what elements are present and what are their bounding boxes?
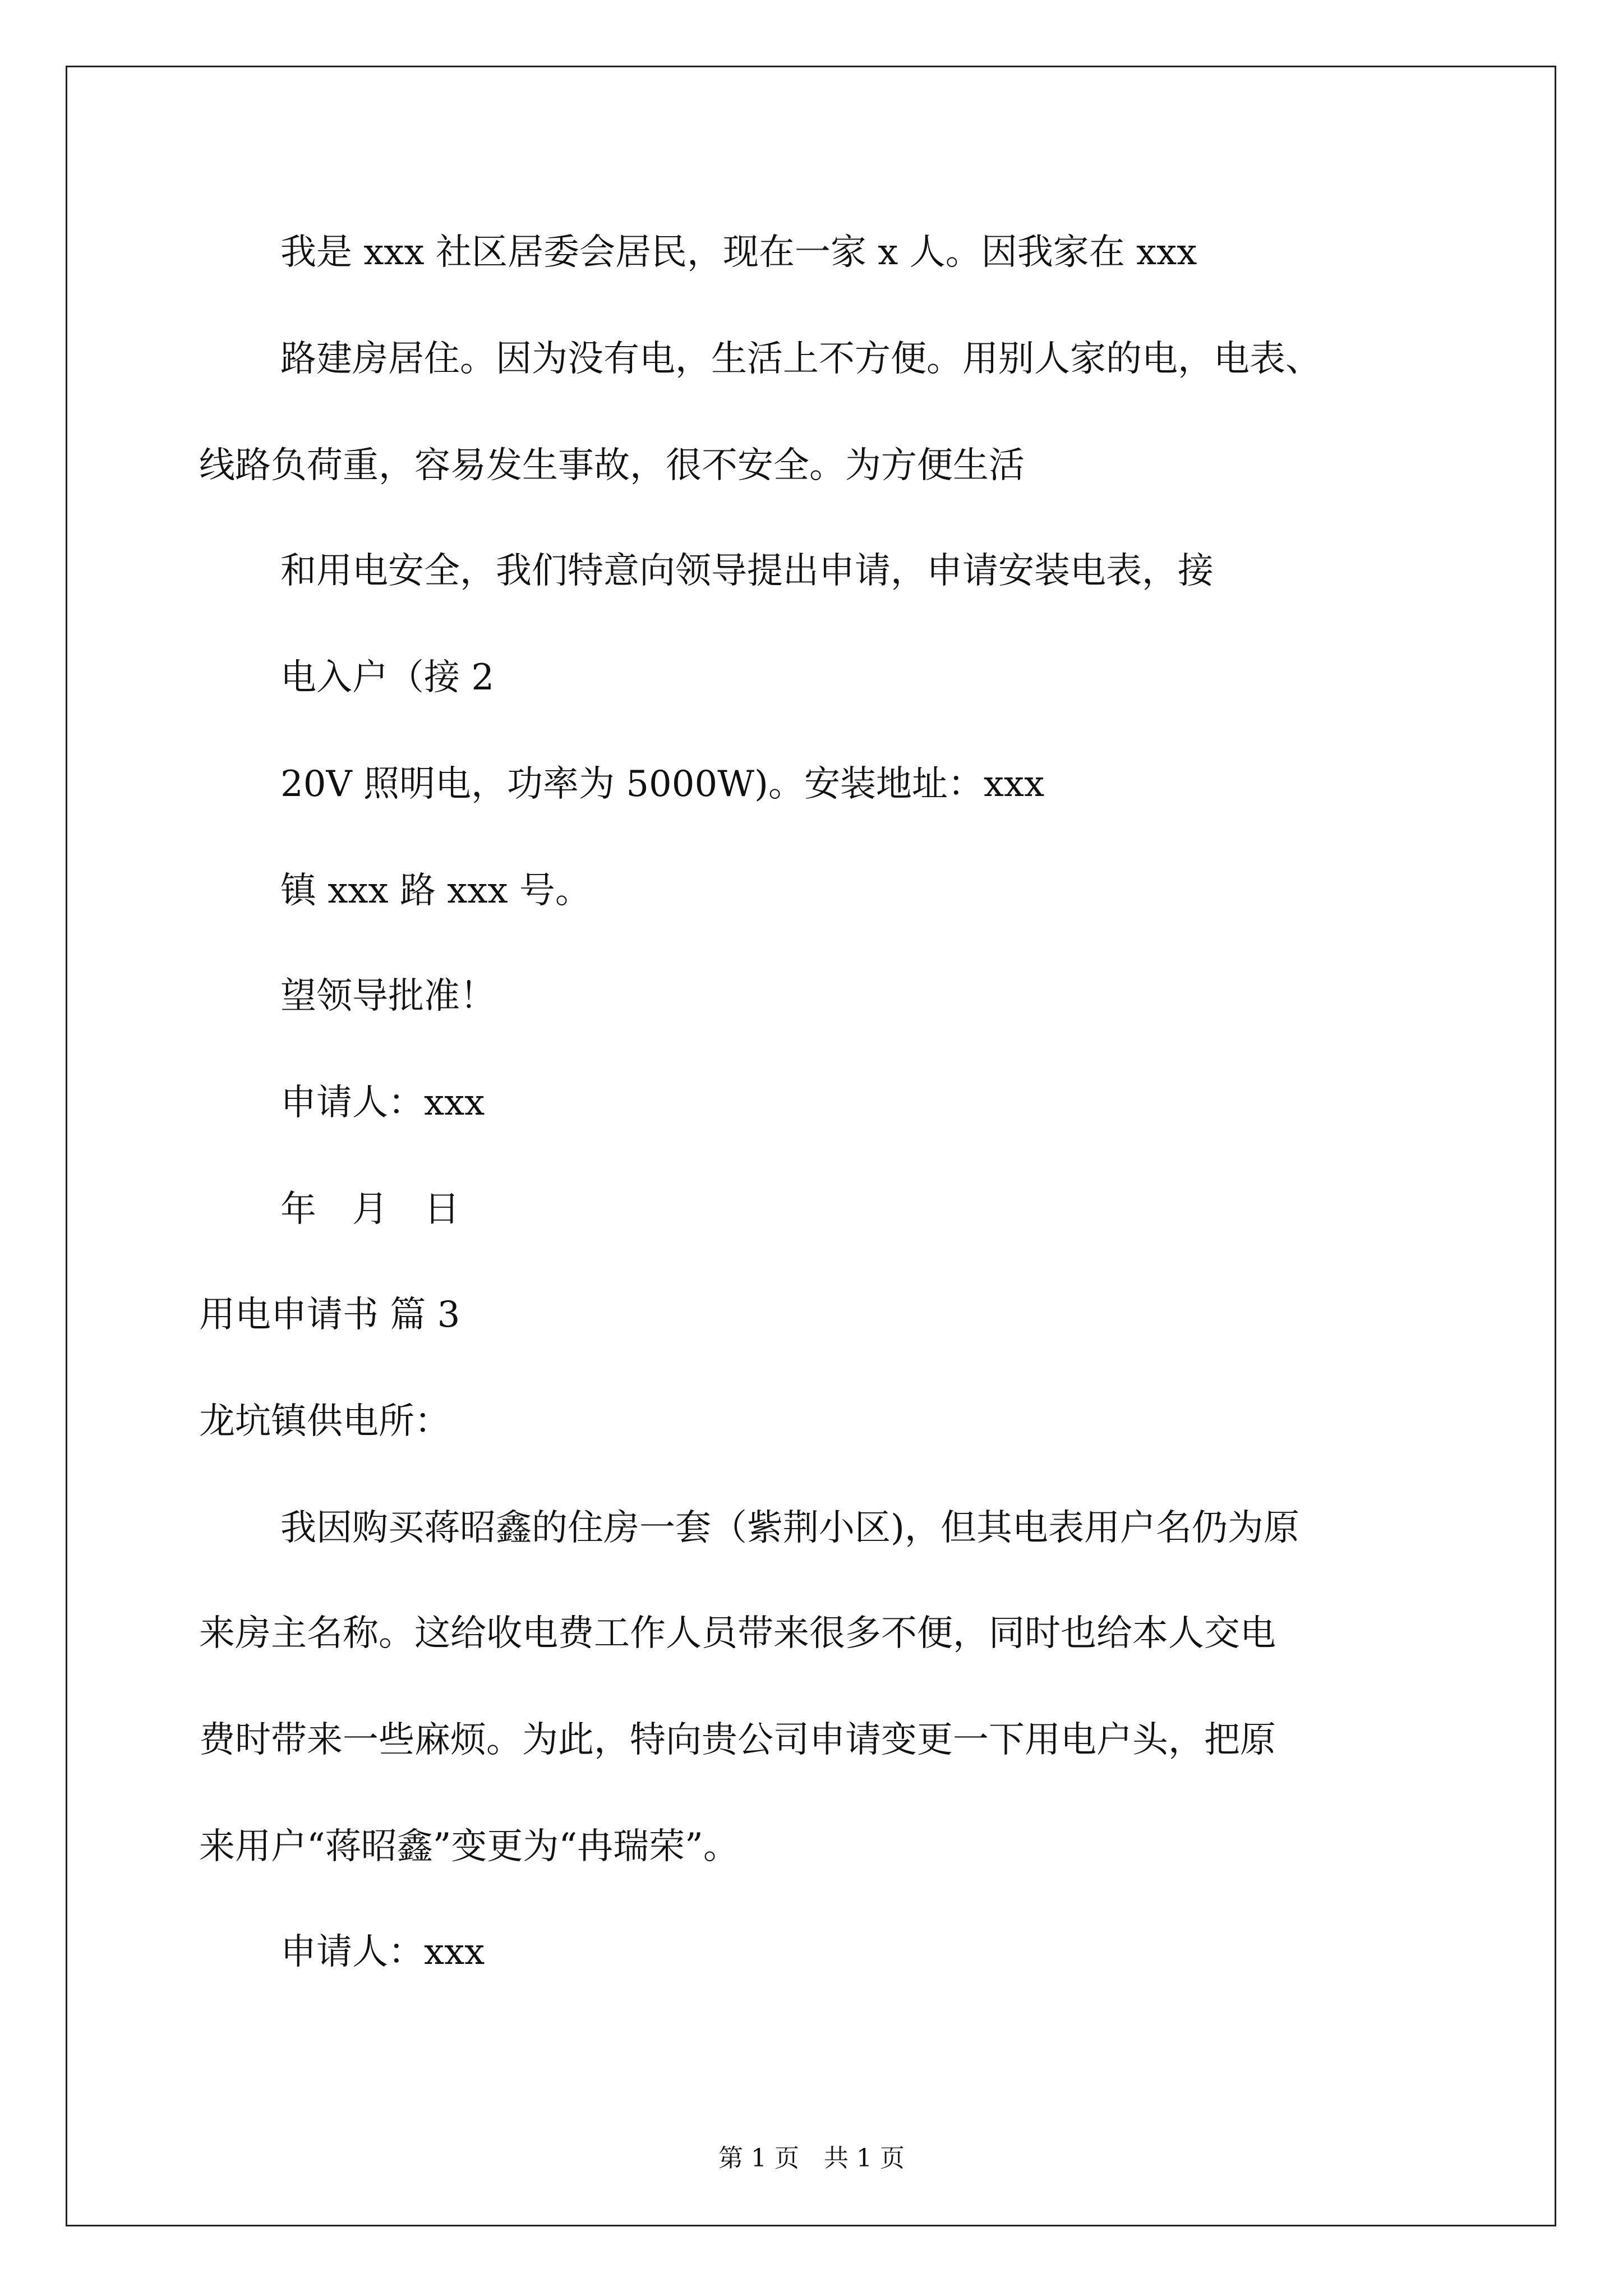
applicant-signature: 申请人：xxx <box>280 1082 485 1124</box>
paragraph-line: 来用户“蒋昭鑫”变更为“冉瑞荣”。 <box>199 1826 739 1867</box>
paragraph-line: 路建房居住。因为没有电，生活上不方便。用别人家的电，电表、 <box>280 338 1321 380</box>
closing-line: 望领导批准！ <box>280 976 496 1017</box>
page-border <box>66 66 1556 2226</box>
paragraph-line: 线路负荷重，容易发生事故，很不安全。为方便生活 <box>199 445 1025 486</box>
page-footer: 第 1 页 共 1 页 <box>718 2144 905 2173</box>
paragraph-line: 费时带来一些麻烦。为此，特向贵公司申请变更一下用电户头，把原 <box>199 1719 1276 1761</box>
paragraph-line: 镇 xxx 路 xxx 号。 <box>280 870 591 912</box>
paragraph-line: 和用电安全，我们特意向领导提出申请，申请安装电表，接 <box>280 550 1214 592</box>
paragraph-line: 来房主名称。这给收电费工作人员带来很多不便，同时也给本人交电 <box>199 1613 1276 1654</box>
paragraph-line: 20V 照明电，功率为 5000W)。安装地址：xxx <box>280 763 1045 805</box>
paragraph-line: 电入户（接 2 <box>280 657 495 698</box>
date-line: 年 月 日 <box>280 1189 460 1230</box>
applicant-signature: 申请人：xxx <box>280 1931 485 1973</box>
section-title: 用电申请书 篇 3 <box>199 1294 460 1336</box>
recipient-line: 龙坑镇供电所： <box>199 1401 450 1442</box>
paragraph-line: 我是 xxx 社区居委会居民，现在一家 x 人。因我家在 xxx <box>280 232 1197 273</box>
paragraph-line: 我因购买蒋昭鑫的住房一套（紫荆小区)，但其电表用户名仍为原 <box>280 1507 1299 1549</box>
